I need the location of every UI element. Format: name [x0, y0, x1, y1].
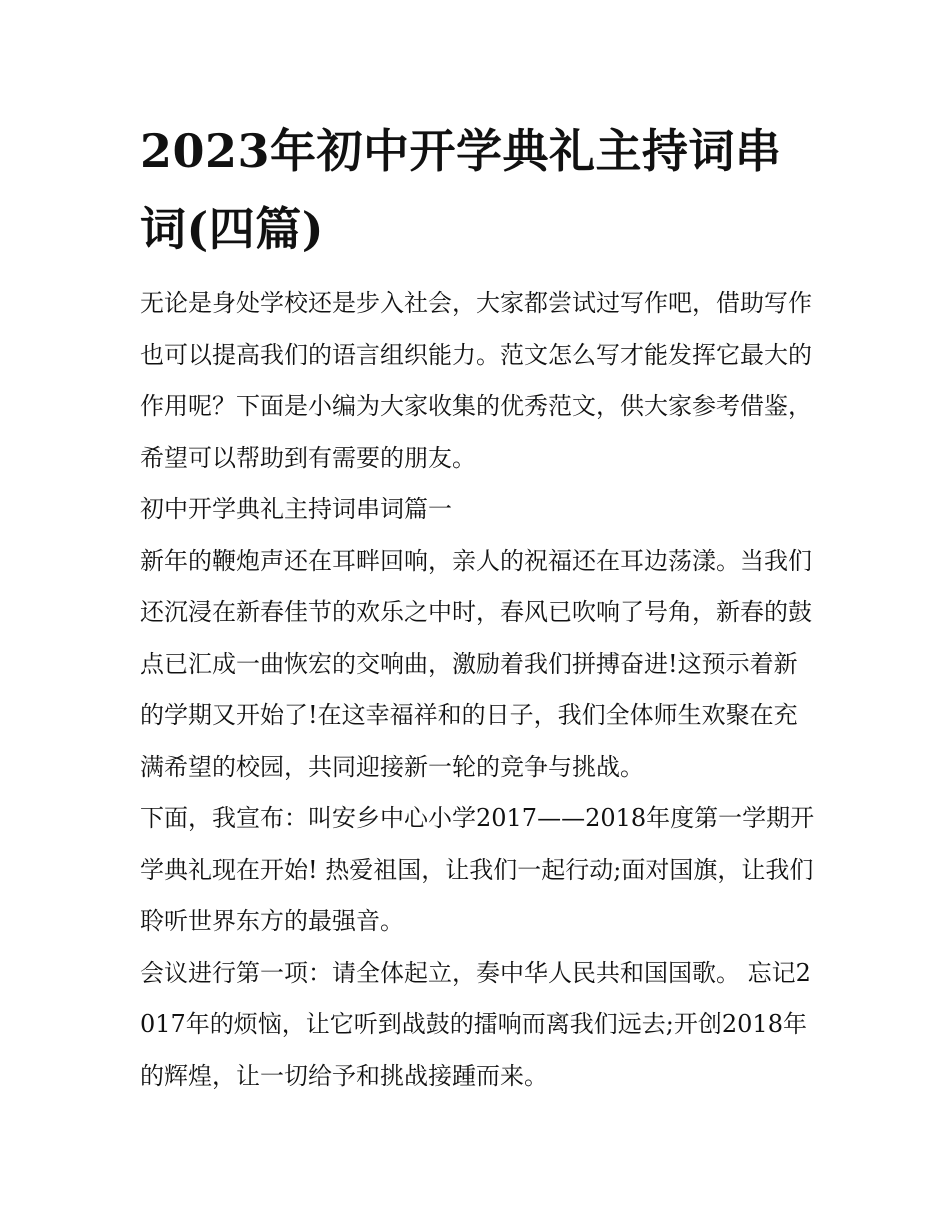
document-title: 2023年初中开学典礼主持词串词(四篇)	[140, 124, 782, 256]
body-paragraph: 会议进行第一项：请全体起立，奏中华人民共和国国歌。 忘记2017年的烦恼，让它听到战鼓的擂响而离我们远去;开创2018年的辉煌，让一切给予和挑战接踵而来。	[140, 958, 811, 1090]
section-heading: 初中开学典礼主持词串词篇一	[140, 495, 452, 523]
document-page	[140, 112, 815, 1102]
body-paragraph: 新年的鞭炮声还在耳畔回响，亲人的祝福还在耳边荡漾。当我们还沉浸在新春佳节的欢乐之中时，春风已吹响了号角，新春的鼓点已汇成一曲恢宏的交响曲，激励着我们拼搏奋进!这预示着新的学期又开始了!在这幸福祥和的日子，我们全体师生欢聚在充满希望的校园，共同迎接新一轮的竞争与挑战。	[140, 546, 812, 781]
intro-paragraph: 无论是身处学校还是步入社会，大家都尝试过写作吧，借助写作也可以提高我们的语言组织能力。范文怎么写才能发挥它最大的作用呢？下面是小编为大家收集的优秀范文，供大家参考借鉴，希望可以帮助到有需要的朋友。	[140, 289, 812, 472]
body-paragraph: 下面，我宣布：叫安乡中心小学2017——2018年度第一学期开学典礼现在开始! 热爱祖国，让我们一起行动;面对国旗，让我们聆听世界东方的最强音。	[140, 804, 815, 935]
